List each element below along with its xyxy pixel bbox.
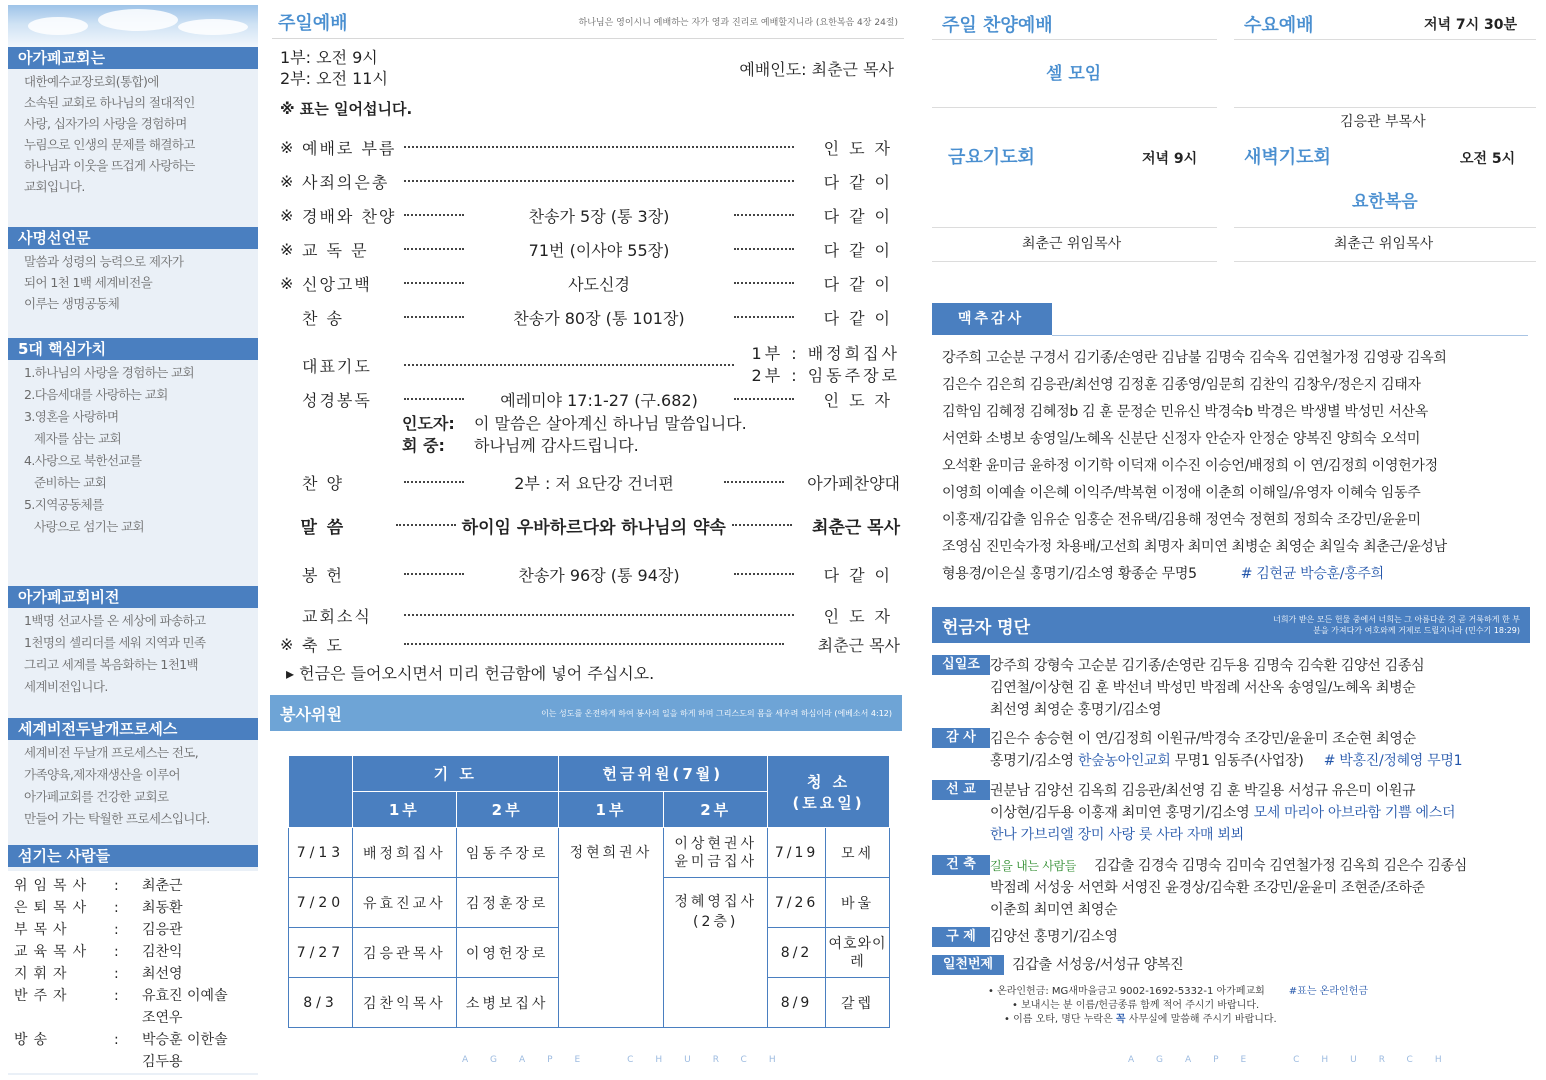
table-row: 7/27 김응관목사 이영헌장로 8/2 여호와이레 (289, 928, 890, 978)
section-title-staff: 섬기는 사람들 (8, 845, 258, 867)
dawn-text: 요한복음 (1352, 192, 1418, 212)
order-item: ※ 사죄의은총 다같이 (280, 171, 900, 192)
service-times: 1부: 오전 9시 2부: 오전 11시 (280, 48, 388, 88)
friday-time: 저녁 9시 (1142, 151, 1198, 167)
section-title-process: 세계비전두날개프로세스 (8, 718, 258, 740)
worship-leader: 예배인도: 최춘근 목사 (739, 60, 894, 79)
category-thousand: 일천번제 (932, 955, 1004, 975)
donors-verse: 너희가 받은 모든 헌물 중에서 너희는 그 아름다운 것 곧 거룩하게 한 부분을 가져다가 여호와께 거제로 드릴지니라 (민수기 18:29) (1273, 615, 1520, 635)
dawn-title: 새벽기도회 (1244, 147, 1331, 168)
volunteer-table (288, 755, 890, 1028)
order-item-name: 경배와 찬양 (302, 206, 397, 226)
order-item-leader: 인도자 (823, 138, 900, 158)
thousand-names: 김갑출 서성웅/서성규 양복진 (1012, 957, 1184, 973)
order-item (280, 513, 900, 537)
staff-row: 은퇴목사 : 최동환 (14, 900, 183, 916)
staff-row: 부목사 : 김응관 (14, 922, 183, 938)
wednesday-leader: 김응관 부목사 (1340, 114, 1426, 130)
order-item (280, 603, 900, 627)
order-item-content: 찬송가 96장 (통 94장) (518, 565, 680, 585)
header-offering-2: 2부 (664, 792, 768, 828)
order-item: ※ 신앙고백 사도신경 다같이 (280, 273, 900, 294)
staff-row: 지휘자 : 최선영 (14, 966, 183, 982)
order-item-content: 예레미야 17:1-27 (구.682) (500, 390, 698, 410)
order-item-name: 사죄의은총 (302, 172, 390, 192)
sky-banner (8, 5, 258, 47)
order-item (280, 387, 900, 411)
worship-title: 주일예배 (278, 12, 348, 34)
donors-title: 헌금자 명단 (942, 617, 1031, 638)
header-offering-1: 1부 (558, 792, 664, 828)
friday-title: 금요기도회 (948, 147, 1035, 168)
worship-order (272, 5, 904, 1075)
process-text: 세계비전 두날개 프로세스는 전도, 가족양육,제자재생산을 이루어 아가페교회를 건강한 교회로 만들어 가는 탁월한 프로세스입니다. (24, 745, 210, 826)
header-prayer-2: 2부 (456, 792, 558, 828)
category-mission: 선 교 (932, 780, 990, 800)
order-item-name: 신앙고백 (302, 274, 372, 294)
table-row: 8/3 김찬익목사 소병보집사 8/9 갈렙 (289, 978, 890, 1028)
dawn-time: 오전 5시 (1460, 151, 1516, 167)
category-building: 건 축 (932, 855, 990, 875)
staff-row: 교육목사 : 김찬익 (14, 944, 183, 960)
order-item-content: 사도신경 (568, 274, 630, 294)
order-item: ※ 경배와 찬양 찬송가 5장 (통 3장) 다같이 (280, 205, 900, 226)
section-title-vision: 아가페교회비전 (8, 586, 258, 608)
mission-names: 권분남 김양선 김옥희 김응관/최선영 김 훈 박길용 서성규 유은미 이원규 이상현/김두용 이홍재 최미연 홍명기/김소영 모세 마리아 아브라함 기쁨 에스더 한나 가브리엘 장미 사랑 룻 사라 자매 뵈뵈 (990, 783, 1456, 843)
order-item-name: 찬 양 (302, 473, 344, 493)
order-item-content: 찬송가 5장 (통 3장) (528, 206, 670, 226)
staff-row: 반주자 : 유효진 이예솔 조연우 (14, 988, 228, 1026)
sidebar (8, 5, 258, 1075)
donors-bar (932, 607, 1530, 643)
order-item-content: 2부 : 저 요단강 건너편 (514, 473, 674, 493)
category-tithe: 십일조 (932, 655, 990, 675)
table-corner (289, 756, 353, 828)
footer-watermark: AGAPE CHURCH (462, 1055, 798, 1065)
order-item-name: 예배로 부름 (302, 138, 397, 158)
order-item-leader: 다같이 (823, 274, 900, 294)
order-item-name: 교 독 문 (302, 240, 369, 260)
sender-note: • 보내시는 분 이름/헌금종류 함께 적어 주시기 바랍니다. (1012, 1000, 1260, 1011)
order-item-name: 찬 송 (302, 308, 344, 328)
header-prayer-1: 1부 (352, 792, 456, 828)
thanks-names: 김은수 송승현 이 연/김정희 이원규/박경숙 조강민/윤윤미 조순현 최영순 홍명기/김소영 한숲농아인교회 무명1 임동주(사업장) # 박홍진/정혜영 무명1 (990, 731, 1463, 769)
friday-leader: 최춘근 위임목사 (1022, 236, 1122, 252)
order-item-name: 교회소식 (302, 606, 372, 626)
church-intro: 대한예수교장로회(통합)에 소속된 교회로 하나님의 절대적인 사랑, 십자가의 사랑을 경험하며 누림으로 인생의 문제를 해결하고 하나님과 이웃을 뜨겁게 사랑하는 교회입니다. (24, 74, 195, 194)
responsive-reading: 인도자: 이 말씀은 살아계신 하나님 말씀입니다. 회 중: 하나님께 감사드립니다. (402, 414, 747, 455)
wednesday-time: 저녁 7시 30분 (1424, 17, 1518, 33)
right-column (932, 5, 1538, 1075)
barley-names: 강주희 고순분 구경서 김기종/손영란 김남불 김명숙 김숙옥 김연철가정 김영광 김옥희 김은수 김은희 김응관/최선영 김정훈 김종영/임문희 김찬익 김창우/정은지 김태자 김학임 김혜정 김혜정b 김 훈 문정순 민유신 박경숙b 박경은 박생별 박성민 서산옥 서연화 소병보 송영일/노혜옥 신분단 신정자 안순자 안정순 양복진 양희숙 오석미 오석환 윤미금 윤하정 이기학 이덕재 이수진 이승언/배정희 이 연/김정희 이영헌가정 이영희 이예솔 이은혜 이익주/박복현 이정애 이춘희 이해일/유영자 이혜숙 임동주 이홍재/김갑출 임유순 임홍순 전유택/김용해 정연숙 정현희 정희숙 조강민/윤윤미 조영심 진민숙가정 차용배/고선희 최명자 최미연 최병순 최영순 최일숙 최춘근/윤성남 형용경/이은실 홍명기/김소영 황종순 무명5 # 김현균 박승훈/홍주희 (942, 350, 1447, 582)
tithe-names: 강주희 강형숙 고순분 김기종/손영란 김두용 김명숙 김숙환 김양선 김종심 김연철/이상현 김 훈 박선녀 박성민 박점례 서산옥 송영일/노혜옥 최병순 최선영 최영순 홍명기/김소영 (990, 658, 1425, 718)
dawn-leader: 최춘근 위임목사 (1334, 236, 1434, 252)
order-item-leader: 다같이 (823, 172, 900, 192)
header-offering: 헌금위원(7월) (558, 756, 768, 792)
order-item-leader: 최춘근 목사 (817, 635, 900, 655)
footer-watermark-right: AGAPE CHURCH (1128, 1055, 1464, 1065)
vision-text: 1백명 선교사를 온 세상에 파송하고 1천명의 셀리더를 세워 지역과 민족 그리고 세계를 복음화하는 1천1백 세계비전입니다. (24, 613, 206, 694)
staff-list (8, 871, 258, 1073)
category-relief: 구 제 (932, 927, 990, 947)
typo-note: • 이름 오타, 명단 누락은 꼭 사무실에 말씀해 주시기 바랍니다. (1004, 1014, 1277, 1025)
header-cleaning: 청 소 (토요일) (768, 756, 890, 828)
service-verse: 이는 성도를 온전하게 하여 봉사의 일을 하게 하며 그리스도의 몸을 세우려 하심이라 (에베소서 4:12) (541, 708, 892, 718)
praise-sub: 셀 모임 (1046, 64, 1102, 84)
category-thanks: 감 사 (932, 728, 990, 748)
section-title-values: 5대 핵심가치 (8, 338, 258, 360)
table-row: 7/20 유효진교사 김정훈장로 정혜영집사 (2층) 7/26 바울 (289, 878, 890, 928)
wednesday-title: 수요예배 (1244, 15, 1314, 36)
order-item-leader: 다같이 (823, 565, 900, 585)
order-item-leader: 아가페찬양대 (807, 473, 900, 493)
order-item (280, 470, 900, 494)
order-item (280, 305, 900, 329)
online-offering-note: • 온라인헌금: MG새마을금고 9002-1692-5332-1 아가페교회 #표는 온라인헌금 (988, 986, 1368, 997)
relief-names: 김양선 홍명기/김소영 (990, 929, 1118, 945)
barley-title: 맥추감사 (932, 303, 1052, 335)
order-item-leader: 최춘근 목사 (811, 517, 900, 538)
values-list: 1.하나님의 사랑을 경험하는 교회 2.다음세대를 사랑하는 교회 3.영혼을 사랑하며 제자를 삼는 교회 4.사랑으로 북한선교를 준비하는 교회 5.지역공동체를 사랑으로 섬기는 교회 (24, 365, 195, 534)
order-item-content: 찬송가 80장 (통 101장) (513, 308, 685, 328)
order-item-leader: 다같이 (823, 240, 900, 260)
order-item: ※ 교 독 문 71번 (이사야 55장) 다같이 (280, 239, 900, 260)
staff-row: 위임목사 : 최춘근 (14, 878, 183, 894)
order-item (280, 345, 900, 385)
mission-text: 말씀과 성령의 능력으로 제자가 되어 1천 1백 세계비전을 이루는 생명공동체 (24, 254, 184, 311)
offering-note: ▸ 헌금은 들어오시면서 미리 헌금함에 넣어 주십시오. (286, 664, 655, 683)
service-volunteers-bar (270, 695, 902, 731)
order-item-leader: 다같이 (823, 308, 900, 328)
order-item (280, 562, 900, 586)
order-item-name: 대표기도 (302, 356, 372, 376)
staff-row: 방송 : 박승훈 이한솔 김두용 (14, 1032, 228, 1070)
order-item-leader: 1부 : 배정희집사 2부 : 임동주장로 (751, 344, 900, 385)
order-item-leader: 인도자 (823, 606, 900, 626)
header-prayer: 기 도 (352, 756, 558, 792)
praise-title: 주일 찬양예배 (942, 15, 1053, 36)
worship-header (272, 5, 904, 39)
order-item: ※ 축 도 최춘근 목사 (280, 634, 900, 655)
section-title-church: 아가페교회는 (8, 47, 258, 69)
stand-note: ※ 표는 일어섭니다. (280, 100, 413, 118)
order-item-leader: 인도자 (823, 390, 900, 410)
service-title: 봉사위원 (280, 704, 342, 724)
order-item: ※ 예배로 부름 인도자 (280, 137, 900, 158)
order-item-content: 하이임 우바하르다와 하나님의 약속 (461, 517, 726, 538)
section-title-mission: 사명선언문 (8, 227, 258, 249)
order-item-name: 축 도 (302, 635, 344, 655)
worship-verse: 하나님은 영이시니 예배하는 자가 영과 진리로 예배할지니라 (요한복음 4장 24절) (578, 18, 898, 28)
order-item-name: 봉 헌 (302, 565, 344, 585)
order-item-name: 말 씀 (300, 517, 346, 538)
order-item-name: 성경봉독 (302, 390, 372, 410)
table-row: 7/13 배정희집사 임동주장로 정현희권사 이상현권사 윤미금집사 7/19 모세 (289, 828, 890, 878)
order-item-content: 71번 (이사야 55장) (528, 240, 670, 260)
order-item-leader: 다같이 (823, 206, 900, 226)
building-names: 길을 내는 사람들 김갑출 김경숙 김명숙 김미숙 김연철가정 김옥희 김은수 김종심 박점례 서성웅 서연화 서영진 윤경상/김숙환 조강민/윤윤미 조현준/조하준 이춘희 최미연 최영순 (990, 858, 1467, 918)
